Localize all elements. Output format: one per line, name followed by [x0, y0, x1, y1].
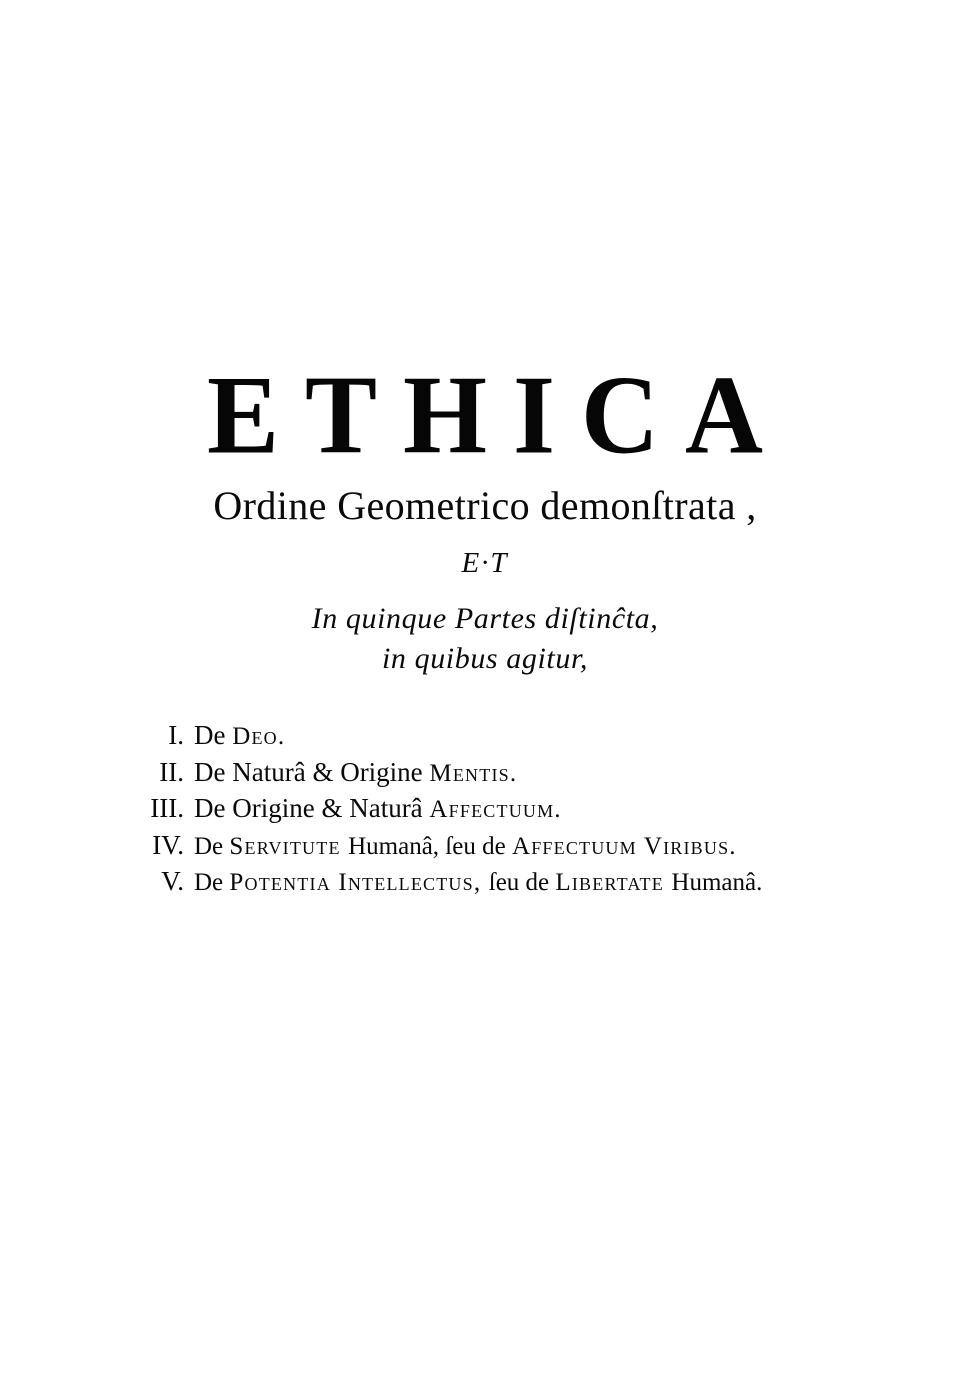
contents-entry-text: De [194, 720, 233, 750]
page-title: ETHICA [206, 353, 790, 478]
contents-entry-text: Servitute [229, 832, 349, 860]
contents-list [0, 718, 970, 901]
subtitle: Ordine Geometrico demonſtrata , [213, 483, 757, 528]
contents-entry-text: Mentis. [429, 759, 518, 787]
contents-entry-text: De Naturâ & Origine [194, 756, 430, 787]
contents-entry-text: Affectuum Viribus. [511, 832, 737, 860]
contents-entry [118, 755, 930, 791]
contents-entry-text: ſeu de [488, 869, 556, 896]
contents-entry-text: Deo. [232, 723, 286, 750]
contents-entry-numeral: V. [161, 866, 184, 896]
contents-entry [118, 791, 930, 827]
contents-entry-text: De [194, 832, 230, 860]
contents-entry-numeral: II. [159, 756, 184, 787]
contents-entry-text: Affectuum. [429, 796, 562, 823]
contents-entry-text: Humanâ. [671, 869, 763, 896]
parts-description-line-2: in quibus agitur, [381, 642, 589, 676]
parts-description-line-1: In quinque Partes diſtinĉta, [311, 601, 659, 635]
contents-entry-numeral: I. [168, 720, 184, 750]
contents-entry [118, 718, 930, 754]
contents-entry [118, 828, 930, 864]
et-separator: E·T [461, 546, 509, 579]
contents-entry-text: Humanâ, ſeu de [348, 832, 512, 860]
contents-entry [118, 864, 930, 900]
contents-entry-text: De [194, 869, 230, 896]
contents-entry-text: De Origine & Naturâ [194, 793, 430, 823]
title-block [0, 353, 970, 679]
contents-entry-numeral: III. [150, 793, 184, 823]
contents-entry-text: Libertate [555, 869, 672, 896]
contents-entry-text: Potentia Intellectus, [229, 869, 489, 896]
contents-entry-numeral: IV. [152, 829, 184, 860]
